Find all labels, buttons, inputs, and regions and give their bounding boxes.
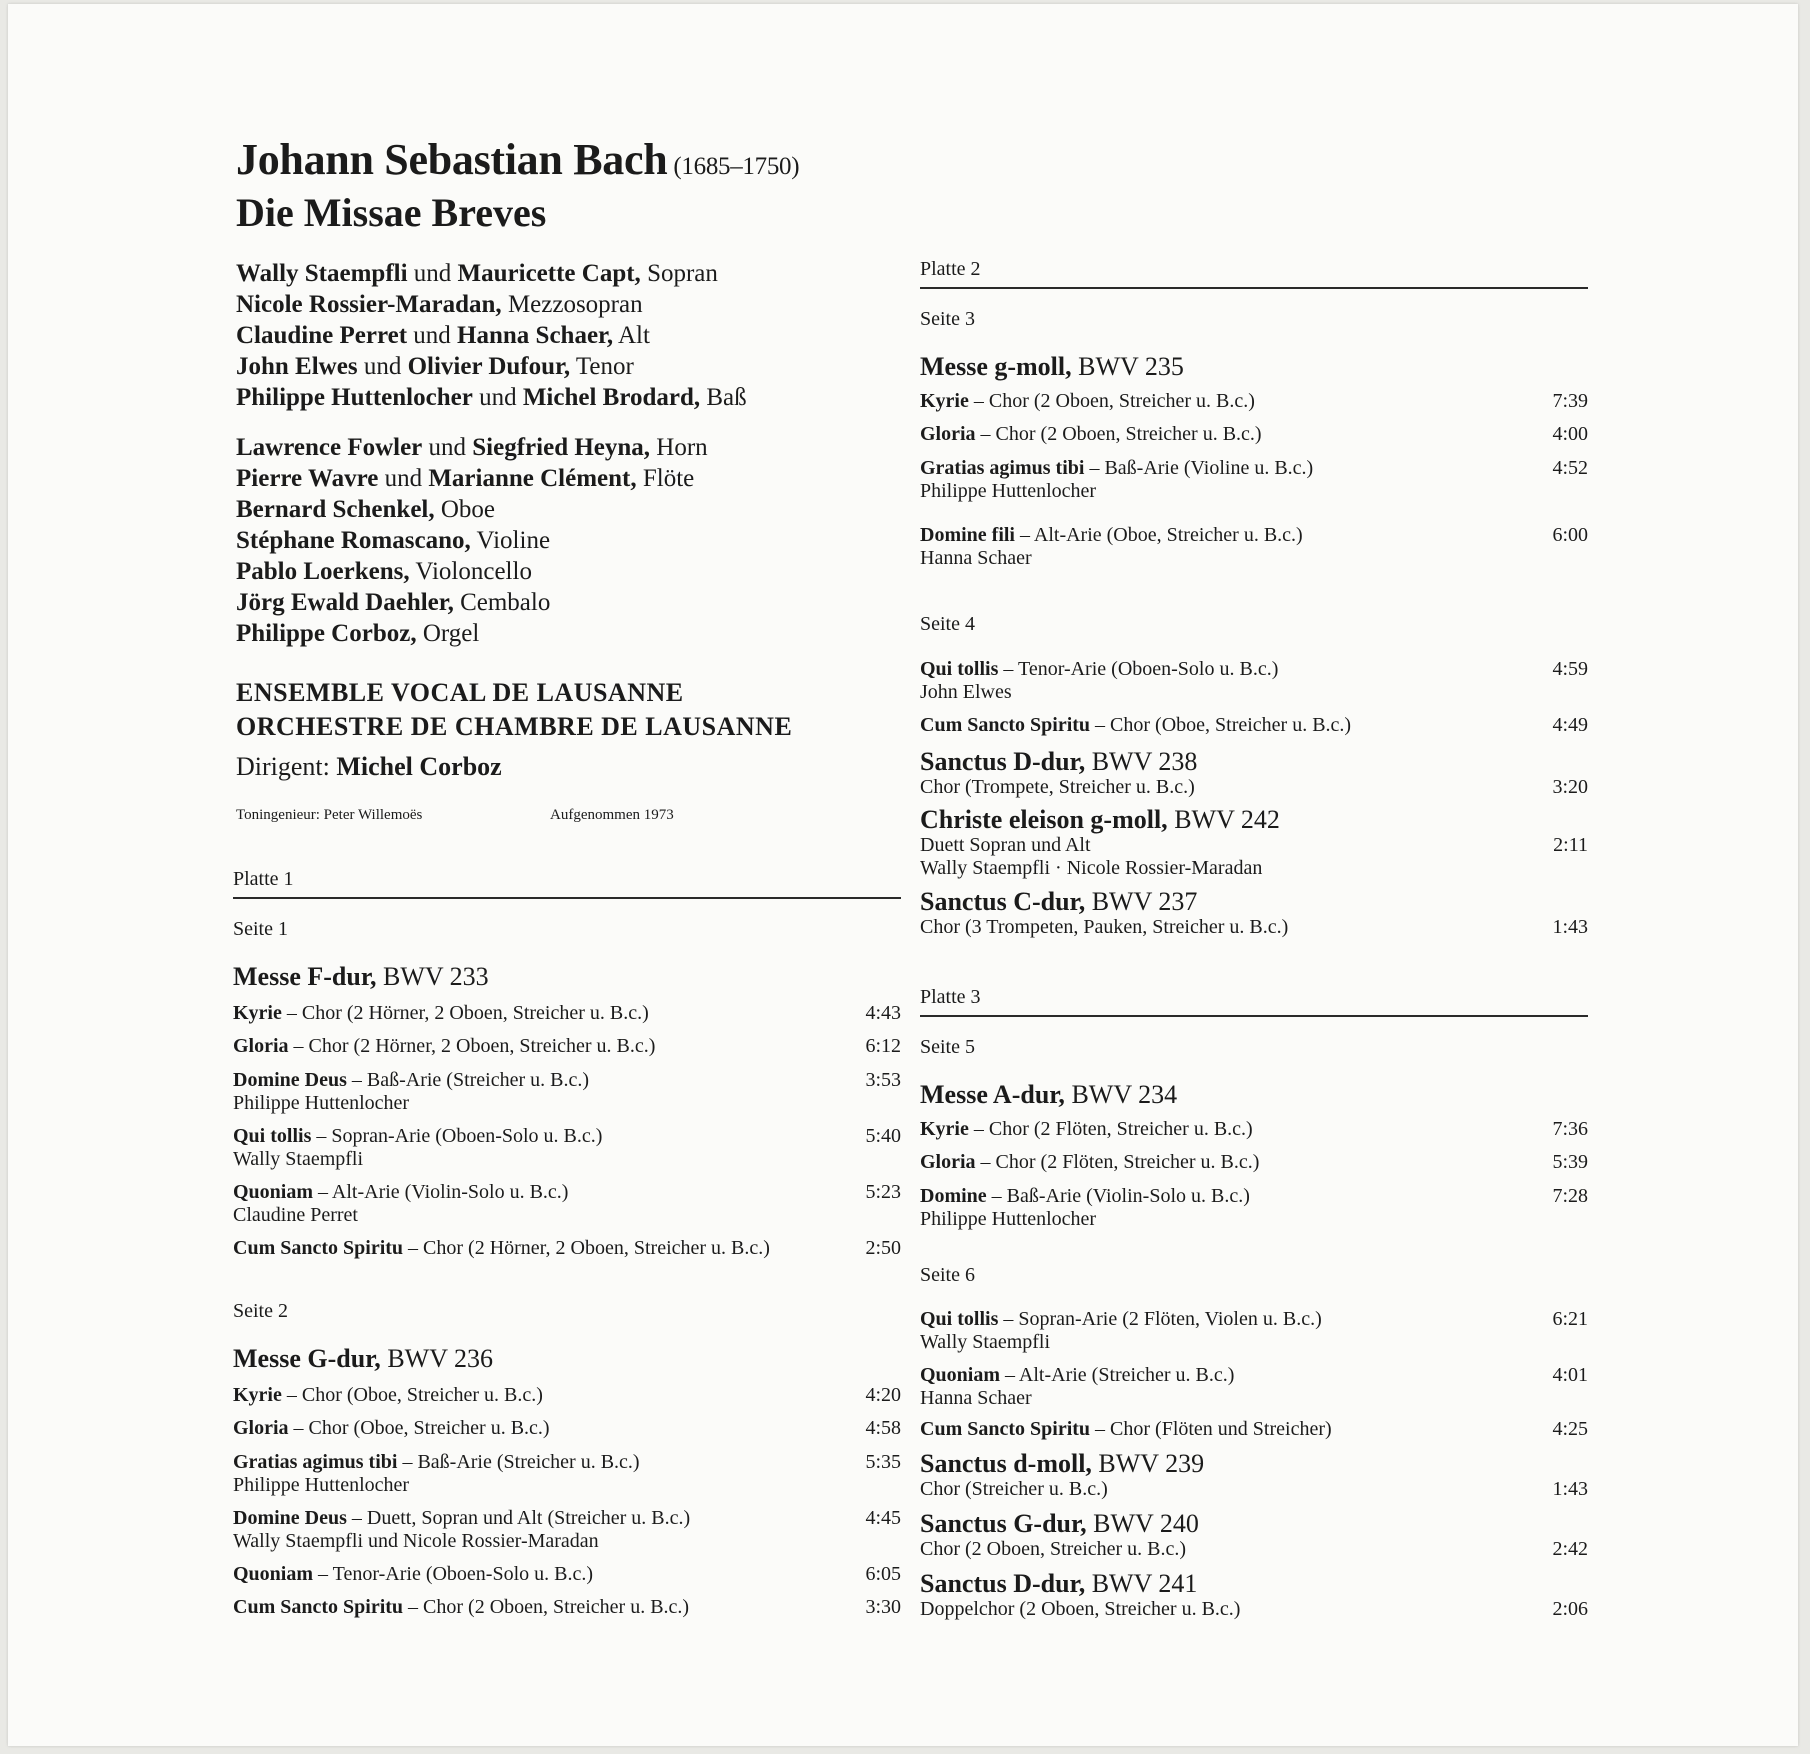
track-title-line (920, 1151, 1588, 1174)
track-description: – Chor (2 Hörner, 2 Oboen, Streicher u. B.c.) (288, 1035, 656, 1057)
track-description: – Tenor-Arie (Oboen-Solo u. B.c.) (998, 658, 1279, 680)
track-performer: Wally Staempfli und Nicole Rossier-Maradan (233, 1530, 599, 1552)
album-title: Die Missae Breves (236, 190, 547, 235)
work-title: Sanctus D-dur, (920, 747, 1086, 776)
track-title-line (233, 1237, 901, 1260)
credit-name: Jörg Ewald Daehler, (236, 589, 454, 616)
work-heading (920, 1510, 1588, 1538)
track-description: – Chor (Oboe, Streicher u. B.c.) (288, 1417, 550, 1439)
track-title-line (920, 423, 1588, 446)
work-catalog: BWV 241 (1085, 1569, 1198, 1598)
track-title: Quoniam (920, 1364, 1001, 1386)
track-description: – Baß-Arie (Streicher u. B.c.) (346, 1069, 590, 1091)
work-duration: 3:20 (1552, 776, 1588, 798)
work-scoring: Chor (3 Trompeten, Pauken, Streicher u. B.c.) (920, 916, 1289, 938)
work-performers: Wally Staempfli · Nicole Rossier-Maradan (920, 857, 1263, 879)
credit-line (236, 587, 708, 618)
work-title: Sanctus C-dur, (920, 887, 1086, 916)
track-title-line (233, 1125, 901, 1148)
credit-role: Mezzosopran (501, 291, 643, 318)
track-title: Domine Deus (233, 1069, 347, 1091)
work-duration: 2:11 (1553, 834, 1588, 856)
work-title: Messe A-dur, (920, 1080, 1065, 1109)
track-title: Qui tollis (233, 1125, 312, 1147)
credit-line (236, 432, 708, 463)
track-duration: 4:45 (865, 1507, 901, 1529)
work-entry (920, 1570, 1588, 1621)
credit-name: Siegfried Heyna, (472, 434, 651, 461)
credit-role: Violoncello (409, 558, 532, 585)
engineer-credit: Toningenieur: Peter Willemoës (236, 807, 423, 823)
track-duration: 4:00 (1552, 423, 1588, 445)
track-description: – Baß-Arie (Streicher u. B.c.) (397, 1451, 640, 1473)
work-duration: 2:06 (1552, 1598, 1588, 1620)
track-title-line (233, 1384, 901, 1407)
seite-1-label: Seite 1 (233, 918, 288, 940)
credit-line (236, 258, 747, 289)
track-description: – Alt-Arie (Streicher u. B.c.) (1000, 1364, 1235, 1386)
track-row (233, 1596, 901, 1619)
work-catalog: BWV 242 (1167, 805, 1280, 834)
track-duration: 4:52 (1552, 457, 1588, 479)
track-title: Gloria (920, 423, 976, 445)
track-row (233, 1451, 901, 1497)
work-catalog: BWV 240 (1086, 1509, 1199, 1538)
credit-line (236, 351, 747, 382)
track-title-line (233, 1596, 901, 1619)
track-description: – Chor (2 Hörner, 2 Oboen, Streicher u. B.c.) (403, 1237, 770, 1259)
work-entry (920, 888, 1588, 939)
track-row (920, 423, 1588, 446)
credit-name: Mauricette Capt, (457, 260, 641, 287)
seite-6-label: Seite 6 (920, 1264, 975, 1286)
ensemble-block (236, 676, 792, 744)
work-bwv-233 (233, 962, 489, 992)
singers-list (236, 258, 747, 413)
conductor-label: Dirigent: (236, 752, 337, 781)
seite-5-label: Seite 5 (920, 1036, 975, 1058)
track-duration: 4:59 (1552, 658, 1588, 680)
track-row (233, 1002, 901, 1025)
work-catalog: BWV 234 (1064, 1080, 1178, 1109)
platte-3-rule (920, 1015, 1588, 1017)
composer-name: Johann Sebastian Bach (236, 135, 668, 184)
work-title: Messe F-dur, (233, 962, 377, 991)
track-title-line (233, 1563, 901, 1586)
track-title: Gloria (920, 1151, 976, 1173)
track-title: Cum Sancto Spiritu (233, 1596, 404, 1618)
work-heading (920, 1450, 1588, 1478)
credit-line (236, 556, 708, 587)
credit-role: Flöte (636, 465, 695, 492)
work-bwv-234 (920, 1080, 1177, 1110)
track-description: – Alt-Arie (Violin-Solo u. B.c.) (313, 1181, 569, 1203)
track-title: Cum Sancto Spiritu (920, 714, 1091, 736)
track-description: – Alt-Arie (Oboe, Streicher u. B.c.) (1015, 524, 1303, 546)
work-duration: 1:43 (1552, 1478, 1588, 1500)
credit-name: Claudine Perret (236, 322, 408, 349)
work-entry (920, 1450, 1588, 1501)
track-description: – Chor (2 Hörner, 2 Oboen, Streicher u. B.c.) (281, 1002, 649, 1024)
track-title-line (920, 1118, 1588, 1141)
track-row (233, 1507, 901, 1553)
track-duration: 2:50 (865, 1237, 901, 1259)
track-description: – Chor (2 Flöten, Streicher u. B.c.) (975, 1151, 1260, 1173)
credit-connector: und (357, 353, 408, 380)
track-row (920, 390, 1588, 413)
work-heading (920, 806, 1588, 834)
work-catalog: BWV 236 (380, 1344, 494, 1373)
track-title: Gloria (233, 1417, 289, 1439)
seite-4-label: Seite 4 (920, 613, 975, 635)
track-title: Gloria (233, 1035, 289, 1057)
work-scoring: Chor (Trompete, Streicher u. B.c.) (920, 776, 1195, 798)
track-row (233, 1563, 901, 1586)
work-scoring: Chor (2 Oboen, Streicher u. B.c.) (920, 1538, 1187, 1560)
work-duration: 1:43 (1552, 916, 1588, 938)
track-row (920, 457, 1588, 503)
track-row (920, 1308, 1588, 1354)
track-duration: 4:43 (865, 1002, 901, 1024)
seite-2-label: Seite 2 (233, 1300, 288, 1322)
track-title-line (920, 1364, 1588, 1387)
track-title: Kyrie (920, 390, 969, 412)
credit-line (236, 289, 747, 320)
track-title-line (233, 1069, 901, 1092)
track-title-line (920, 390, 1588, 413)
credit-role: Oboe (434, 496, 496, 523)
credit-name: Philippe Corboz, (236, 620, 417, 647)
credit-role: Orgel (416, 620, 480, 647)
credit-name: Olivier Dufour, (407, 353, 571, 380)
track-description: – Chor (2 Oboen, Streicher u. B.c.) (975, 423, 1262, 445)
work-heading (920, 748, 1588, 776)
composer-line (236, 134, 799, 185)
track-title: Domine Deus (233, 1507, 347, 1529)
track-duration: 7:36 (1552, 1118, 1588, 1140)
track-duration: 5:39 (1552, 1151, 1588, 1173)
track-title-line (920, 1308, 1588, 1331)
track-duration: 4:25 (1552, 1418, 1588, 1440)
credit-connector: und (378, 465, 429, 492)
work-duration: 2:42 (1552, 1538, 1588, 1560)
work-entry (920, 1510, 1588, 1561)
work-title: Christe eleison g-moll, (920, 805, 1168, 834)
track-title-line (233, 1181, 901, 1204)
track-title: Qui tollis (920, 658, 999, 680)
credit-name: John Elwes (236, 353, 358, 380)
credit-line (236, 382, 747, 413)
credit-name: Marianne Clément, (428, 465, 637, 492)
track-title-line (920, 457, 1588, 480)
credit-line (236, 525, 708, 556)
track-performer: Wally Staempfli (233, 1148, 364, 1170)
credit-name: Wally Staempfli (236, 260, 408, 287)
track-description: – Chor (Flöten und Streicher) (1090, 1418, 1332, 1440)
platte-3-header (920, 986, 1588, 1017)
track-description: – Chor (Oboe, Streicher u. B.c.) (281, 1384, 543, 1406)
track-row (920, 1151, 1588, 1174)
ensemble-vocal: ENSEMBLE VOCAL DE LAUSANNE (236, 678, 684, 707)
track-description: – Chor (Oboe, Streicher u. B.c.) (1090, 714, 1352, 736)
track-title-line (920, 658, 1588, 681)
work-entry (920, 748, 1588, 799)
credit-name: Philippe Huttenlocher (236, 384, 473, 411)
credit-role: Horn (650, 434, 708, 461)
credit-role: Cembalo (453, 589, 551, 616)
track-performer: John Elwes (920, 681, 1012, 703)
credit-connector: und (407, 260, 458, 287)
track-row (233, 1417, 901, 1440)
track-description: – Baß-Arie (Violine u. B.c.) (1084, 457, 1314, 479)
track-row (920, 1418, 1588, 1441)
track-duration: 3:53 (865, 1069, 901, 1091)
track-duration: 5:40 (865, 1125, 901, 1147)
track-title: Qui tollis (920, 1308, 999, 1330)
track-title-line (920, 1418, 1588, 1441)
credit-connector: und (422, 434, 473, 461)
track-title-line (233, 1002, 901, 1025)
work-title: Sanctus d-moll, (920, 1449, 1092, 1478)
credit-name: Pierre Wavre (236, 465, 379, 492)
track-title: Kyrie (920, 1118, 969, 1140)
platte-2-rule (920, 287, 1588, 289)
platte-1-rule (233, 897, 901, 899)
credit-role: Tenor (570, 353, 634, 380)
track-performer: Hanna Schaer (920, 1387, 1032, 1409)
track-description: – Tenor-Arie (Oboen-Solo u. B.c.) (313, 1563, 594, 1585)
track-duration: 7:28 (1552, 1185, 1588, 1207)
track-row (920, 1364, 1588, 1410)
credit-role: Alt (613, 322, 650, 349)
track-row (920, 1118, 1588, 1141)
track-performer: Philippe Huttenlocher (233, 1092, 410, 1114)
track-duration: 7:39 (1552, 390, 1588, 412)
seite-3-label: Seite 3 (920, 308, 975, 330)
track-title: Quoniam (233, 1563, 314, 1585)
work-scoring: Doppelchor (2 Oboen, Streicher u. B.c.) (920, 1598, 1241, 1620)
track-title: Domine fili (920, 524, 1015, 546)
track-title-line (233, 1417, 901, 1440)
platte-3-label: Platte 3 (920, 986, 981, 1008)
track-duration: 3:30 (865, 1596, 901, 1618)
credit-name: Nicole Rossier-Maradan, (236, 291, 502, 318)
track-title: Gratias agimus tibi (233, 1451, 398, 1473)
credit-connector: und (407, 322, 458, 349)
track-title: Kyrie (233, 1002, 282, 1024)
track-duration: 5:23 (865, 1181, 901, 1203)
credit-name: Michel Brodard, (522, 384, 701, 411)
work-title: Sanctus G-dur, (920, 1509, 1087, 1538)
track-duration: 4:49 (1552, 714, 1588, 736)
credit-line (236, 494, 708, 525)
track-description: – Sopran-Arie (2 Flöten, Violen u. B.c.) (998, 1308, 1322, 1330)
track-row (233, 1125, 901, 1171)
track-description: – Baß-Arie (Violin-Solo u. B.c.) (986, 1185, 1250, 1207)
track-title: Cum Sancto Spiritu (920, 1418, 1091, 1440)
track-title: Kyrie (233, 1384, 282, 1406)
credit-name: Stéphane Romascano, (236, 527, 471, 554)
credit-role: Violine (470, 527, 551, 554)
track-title: Quoniam (233, 1181, 314, 1203)
credit-connector: und (472, 384, 523, 411)
work-title: Messe g-moll, (920, 352, 1072, 381)
work-scoring: Duett Sopran und Alt (920, 834, 1091, 856)
track-description: – Duett, Sopran und Alt (Streicher u. B.c.) (346, 1507, 691, 1529)
credit-name: Lawrence Fowler (236, 434, 423, 461)
platte-1-label: Platte 1 (233, 868, 294, 890)
track-duration: 4:01 (1552, 1364, 1588, 1386)
track-performer: Hanna Schaer (920, 547, 1032, 569)
track-duration: 6:21 (1552, 1308, 1588, 1330)
instrumentalists-list (236, 432, 708, 649)
work-catalog: BWV 237 (1085, 887, 1198, 916)
credit-name: Pablo Loerkens, (236, 558, 410, 585)
track-title-line (920, 1185, 1588, 1208)
track-performer: Claudine Perret (233, 1204, 358, 1226)
work-scoring: Chor (Streicher u. B.c.) (920, 1478, 1108, 1500)
track-title-line (920, 714, 1588, 737)
track-performer: Philippe Huttenlocher (920, 480, 1097, 502)
composer-dates: (1685–1750) (673, 153, 800, 180)
heading (236, 134, 799, 236)
credit-name: Hanna Schaer, (457, 322, 614, 349)
work-catalog: BWV 235 (1071, 352, 1184, 381)
conductor-line (236, 752, 502, 782)
track-row (233, 1237, 901, 1260)
track-row (920, 658, 1588, 704)
work-heading (920, 1570, 1588, 1598)
credit-line (236, 463, 708, 494)
track-title: Domine (920, 1185, 987, 1207)
track-duration: 4:20 (865, 1384, 901, 1406)
work-bwv-236 (233, 1344, 493, 1374)
track-title-line (233, 1035, 901, 1058)
track-duration: 4:58 (865, 1417, 901, 1439)
work-bwv-235 (920, 352, 1184, 382)
track-row (920, 714, 1588, 737)
track-description: – Sopran-Arie (Oboen-Solo u. B.c.) (311, 1125, 603, 1147)
track-title-line (920, 524, 1588, 547)
track-title-line (233, 1451, 901, 1474)
track-description: – Chor (2 Flöten, Streicher u. B.c.) (968, 1118, 1253, 1140)
track-description: – Chor (2 Oboen, Streicher u. B.c.) (968, 390, 1255, 412)
credit-line (236, 618, 708, 649)
track-duration: 6:05 (865, 1563, 901, 1585)
work-entry (920, 806, 1588, 880)
credit-role: Baß (700, 384, 747, 411)
work-catalog: BWV 239 (1091, 1449, 1205, 1478)
work-heading (920, 888, 1588, 916)
work-catalog: BWV 238 (1085, 747, 1198, 776)
recording-year: Aufgenommen 1973 (550, 807, 674, 823)
track-row (233, 1384, 901, 1407)
track-description: – Chor (2 Oboen, Streicher u. B.c.) (403, 1596, 690, 1618)
track-performer: Philippe Huttenlocher (233, 1474, 410, 1496)
track-title: Cum Sancto Spiritu (233, 1237, 404, 1259)
credit-name: Bernard Schenkel, (236, 496, 435, 523)
platte-1-column (233, 868, 901, 1628)
platte-2-label: Platte 2 (920, 258, 981, 280)
track-duration: 5:35 (865, 1451, 901, 1473)
work-title: Sanctus D-dur, (920, 1569, 1086, 1598)
credit-role: Sopran (640, 260, 718, 287)
track-row (920, 524, 1588, 570)
liner-notes-sheet (8, 4, 1798, 1746)
track-performer: Philippe Huttenlocher (920, 1208, 1097, 1230)
track-duration: 6:00 (1552, 524, 1588, 546)
work-catalog: BWV 233 (376, 962, 489, 991)
track-duration: 6:12 (865, 1035, 901, 1057)
track-row (233, 1069, 901, 1115)
track-row (920, 1185, 1588, 1231)
track-title-line (233, 1507, 901, 1530)
credit-line (236, 320, 747, 351)
track-performer: Wally Staempfli (920, 1331, 1051, 1353)
track-row (233, 1035, 901, 1058)
platte-2-3-column (920, 258, 1588, 1638)
conductor-name: Michel Corboz (336, 752, 502, 781)
work-title: Messe G-dur, (233, 1344, 381, 1373)
track-title: Gratias agimus tibi (920, 457, 1085, 479)
ensemble-orchestra: ORCHESTRE DE CHAMBRE DE LAUSANNE (236, 712, 793, 741)
track-row (233, 1181, 901, 1227)
